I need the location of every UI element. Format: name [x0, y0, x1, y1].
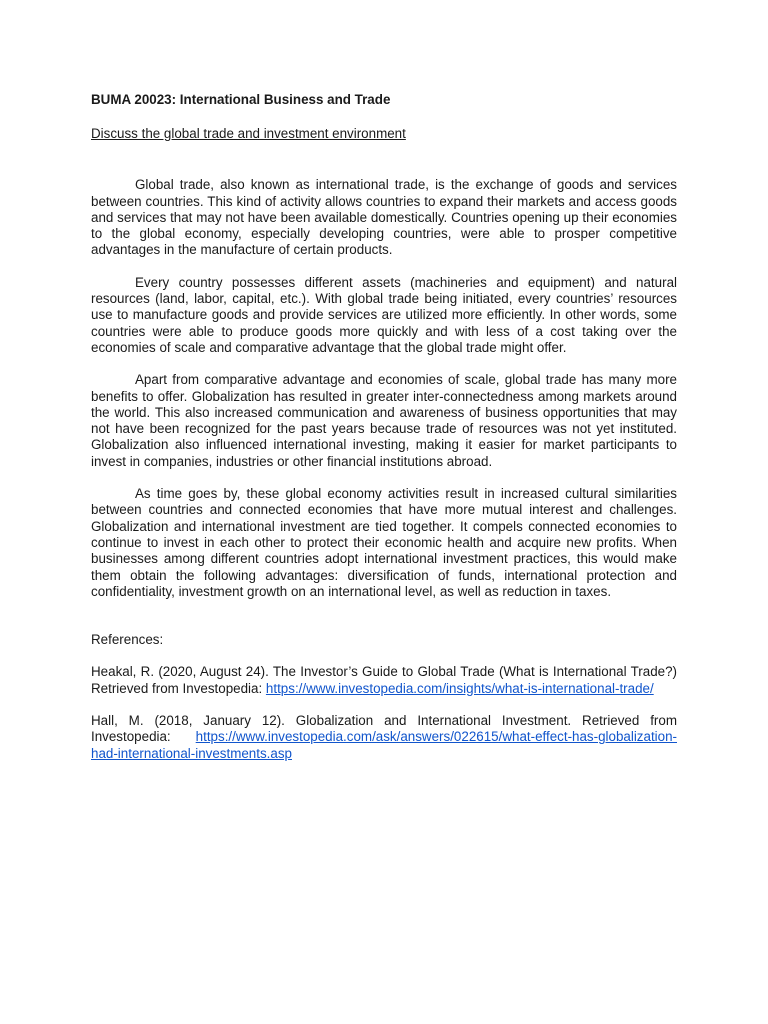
- paragraph-4: As time goes by, these global economy activities result in increased cultural similarities between countries and connected economies that have more mutual interest and challenges. Globalization and international investment are tied together. It compels connected economies to continue to invest in each other to protect their economic health and acquire new profits. When businesses among different countries adopt international investment practices, this would make them obtain the following advantages: diversification of funds, international protection and confidentiality, investment growth on an international level, as well as reduction in taxes.: [91, 486, 677, 599]
- document-title: BUMA 20023: International Business and Trade: [91, 92, 391, 107]
- reference-1-link[interactable]: https://www.investopedia.com/insights/what-is-international-trade/: [265, 680, 654, 696]
- paragraph-2: Every country possesses different assets (machineries and equipment) and natural resources (land, labor, capital, etc.). With global trade being initiated, every countries’ resources use to manufacture goods and provide services are utilized more efficiently. In other words, some countries were able to produce goods more quickly and with less of a cost taking over the economies of scale and comparative advantage that the global trade might offer.: [91, 274, 677, 355]
- body-paragraphs: [91, 177, 677, 600]
- document-subtitle: Discuss the global trade and investment environment: [91, 126, 406, 141]
- reference-1-text: Heakal, R. (2020, August 24). The Investor’s Guide to Global Trade (What is International Trade?) Retrieved from Investopedia:: [91, 664, 677, 696]
- references-heading: References:: [91, 632, 164, 648]
- paragraph-1: Global trade, also known as international trade, is the exchange of goods and services between countries. This kind of activity allows countries to expand their markets and access goods and services that may not have been available domestically. Countries opening up their economies to the global economy, especially developing countries, were able to prosper competitive advantages in the manufacture of certain products.: [91, 177, 677, 258]
- reference-2: [91, 713, 677, 762]
- document-content: [91, 92, 677, 762]
- reference-2-text: Hall, M. (2018, January 12). Globalization and International Investment. Retrieved from Investopedia:: [91, 713, 677, 745]
- reference-1: [91, 664, 677, 697]
- reference-2-link[interactable]: https://www.investopedia.com/ask/answers/022615/what-effect-has-globalization-had-international-investments.asp: [91, 729, 677, 761]
- paragraph-3: Apart from comparative advantage and economies of scale, global trade has many more benefits to offer. Globalization has resulted in greater inter-connectedness among markets around the world. This also increased communication and awareness of business opportunities that may not have been recognized for the past years because trade of resources was not yet instituted. Globalization also influenced international investing, making it easier for market participants to invest in companies, industries or other financial institutions abroad.: [91, 372, 677, 469]
